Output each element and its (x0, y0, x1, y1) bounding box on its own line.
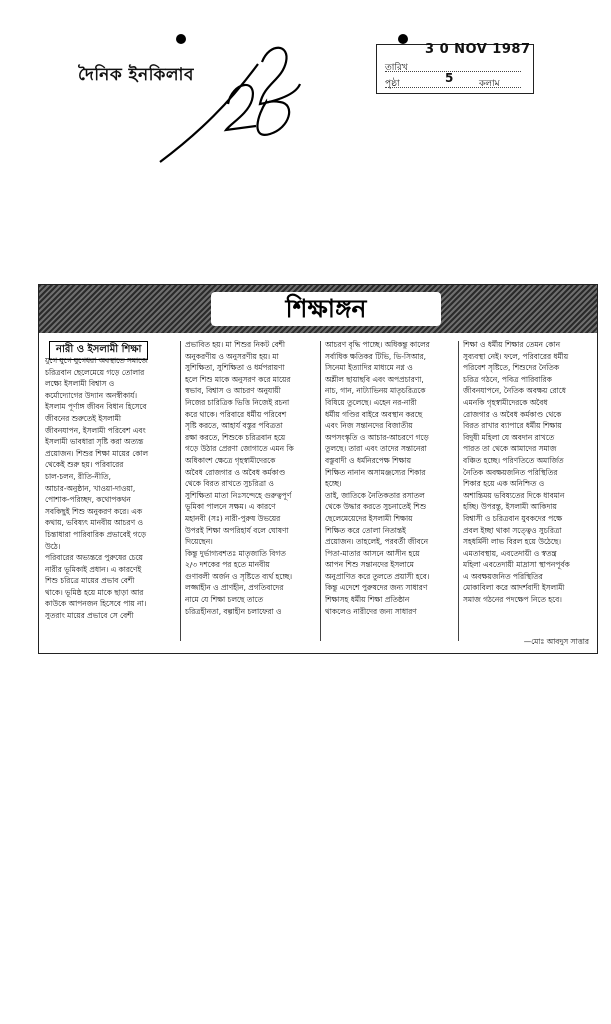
article-line: ২/৩ দশকের পর হতে মানবীয় (185, 560, 270, 570)
article-line: হলে শিশু মাকে অনুসরণ করে মায়ের (185, 374, 291, 384)
article-line: পিতা-মাতার আসনে আসীন হয়ে (325, 548, 420, 558)
article-line: গড়ে উঠার প্রেরণা জোগাতে এমন কি (185, 444, 294, 454)
article-line: দিয়েছেন। (185, 537, 213, 547)
article-line: রোজগার ও অবৈধ কর্মকাণ্ড থেকে (463, 409, 562, 419)
article-line: অনুপ্রাণিত করে তুলতে প্রয়াসী হবে। (325, 571, 430, 581)
article-line: এমতাবস্থায়, এবতেদায়ী ও স্বতন্ত্র (463, 548, 557, 558)
article-line: ভূমিকা পালনে সক্ষম। এ কারণে (185, 502, 276, 512)
article-line: রক্ষা করতে, শিশুকে চরিত্রবান হয়ে (185, 432, 286, 442)
article-line: সিনেমা ইত্যাদির মাধ্যমে নগ্ন ও (325, 363, 413, 373)
article-line: শিক্ষিত নানান অসামঞ্জস্যের শিকার (325, 467, 426, 477)
article-line: এবং নিজ সন্তানদের বিজাতীয় (325, 421, 413, 431)
handwritten-annotation (140, 22, 310, 172)
article-line: নিজের চারিত্রিক ভিত্তি নিজেই রচনা (185, 397, 290, 407)
article-line: চরিত্রবান ছেলেমেয়ে গড়ে তোলার (45, 367, 145, 377)
article-line: বিশ্বাসী ও চরিত্রবান যুবকদের পক্ষে (463, 513, 563, 523)
article-line: শিক্ষাসহ ধর্মীয় শিক্ষা প্রতিষ্ঠান (325, 595, 410, 605)
stamp-page-label: পৃষ্ঠা (385, 79, 400, 89)
article-line: সর্বাধিক ক্ষতিকর টিভি, ভি-সিআর, (325, 351, 426, 361)
article-line: থাকলেও নারীদের জন্য সাধারণ (325, 606, 417, 616)
article-line: অশান্তিময় ভবিষ্যতের দিকে ধাবমান (463, 490, 565, 500)
article-line: শিক্ষিত করে তোলা নিতান্তই (325, 525, 406, 535)
article-line: অশ্লীল ছায়াছবি এবং অপপ্রচারণা, (325, 374, 424, 384)
article-line: থেকেই শুরু হয়। পরিবারের (45, 460, 124, 470)
article-line: চাল-চলন, রীতি-নীতি, (45, 471, 111, 481)
article-line: হচ্ছি। উপরন্তু, ইসলামী আকিদায় (463, 502, 557, 512)
stamp-column-label: কলাম (479, 79, 500, 89)
article-line: জীবনযাপন, ইসলামী পরিবেশ এবং (45, 425, 146, 435)
article-line: সবকিছুই শিশু অনুকরণ করে। এক (45, 506, 143, 516)
article-line: আচার-অনুষ্ঠান, খাওয়া-দাওয়া, (45, 483, 136, 493)
article-line: পারত তা থেকে আমাদের সমাজ (463, 444, 557, 454)
article-line: শিক্ষা ও ধর্মীয় শিক্ষার তেমন কোন (463, 340, 560, 349)
article-line: হচ্ছে। (325, 479, 342, 489)
article-line: অধিকাংশ ক্ষেত্রে গৃহস্বামীদেরকে (185, 455, 276, 465)
article-line: সৃষ্টি করতে, আহার্য বস্তুর পবিত্রতা (185, 421, 283, 431)
article-line: কিন্তু এদেশে পুরুষদের জন্য সাধারণ (325, 583, 428, 593)
article-line: উপরই শিক্ষা অপরিহার্য বলে ঘোষণা (185, 525, 289, 535)
article-line: বস্তুবাদী ও ধর্মনিরপেক্ষ শিক্ষায় (325, 455, 411, 465)
section-title: শিক্ষাঙ্গন (211, 292, 441, 326)
article-line: বঞ্চিত হচ্ছে। পরিণতিতে অমার্জিত (463, 455, 564, 465)
article-line: নারীর ভূমিকাই প্রধান। এ কারণেই (45, 564, 142, 574)
article-line: মহিলা এবতেদায়ী মাদ্রাসা স্থাপনপূর্বক (463, 560, 570, 570)
article-line: পরিবারের অভ্যন্তরে পুরুষের চেয়ে (45, 553, 143, 563)
article-line: প্রবল ইচ্ছা থাকা সত্ত্বেও সুচরিত্রা (463, 525, 562, 535)
article-line: বিদুষী মহিলা যে অবদান রাখতে (463, 432, 555, 442)
date-stamp (376, 44, 534, 94)
article-line: জীবনের শুরুতেই ইসলামী (45, 413, 121, 423)
article-line: নাচ, গান, নাট্যাভিনয় মাতৃচরিত্রকে (325, 386, 426, 396)
punch-hole (398, 34, 408, 44)
article-line: লক্ষ্যে ইসলামী বিশ্বাস ও (45, 379, 115, 389)
article-line: ইসলাম পূর্ণাঙ্গ জীবন বিধান হিসেবে (45, 402, 147, 412)
article-line: মহানবী (সঃ) নারী-পুরুষ উভয়ের (185, 513, 281, 523)
article-line: ছেলেমেয়েদের ইসলামী শিক্ষায় (325, 513, 413, 523)
article-line: প্রয়োজন। শিশুর শিক্ষা মায়ের কোল (45, 448, 149, 458)
article-line: সহধর্মিনী লাভ বিরল হয়ে উঠেছে। (463, 537, 561, 547)
article-line: শিশু চরিত্রে মায়ের প্রভাব বেশী (45, 576, 135, 586)
column-divider (320, 341, 321, 641)
article-line: এ অবক্ষয়জনিত পরিস্থিতির (463, 571, 543, 581)
article-line: কথায়, ভবিষ্যৎ মানবীয় আচরণ ও (45, 518, 143, 528)
article-line: তাই, জাতিকে নৈতিকতার রসাতল (325, 490, 425, 500)
stamp-date-label: তারিখ (385, 63, 408, 73)
article-line: চিন্তাধারা পারিবারিক প্রভাবেই গড়ে (45, 529, 147, 539)
article-line: কর্মোদ্যোগের উদ্যান অনস্বীকার্য। (45, 390, 138, 400)
punch-hole (176, 34, 186, 44)
article-column-1 (45, 355, 177, 647)
article-line: চরিত্র গঠনে, পবিত্র পারিবারিক (463, 374, 552, 384)
article-line: ধর্মীয় গণ্ডির বাইরে অবস্থান করছে (325, 409, 423, 419)
article-line: অনুকরণীয় ও অনুসরণীয় হয়। মা (185, 351, 279, 361)
article-line: নৈতিক অবক্ষয়জনিত পরিস্থিতির (463, 467, 558, 477)
article-line: সুশিক্ষিতা, সুশিক্ষিতা ও ধর্মপরায়ণা (185, 363, 285, 373)
article-line: সুতরাং মায়ের প্রভাবে সে বেশী (45, 611, 134, 621)
section-banner (39, 285, 597, 333)
article-line: থেকে বিরত রাখতে সুচরিত্রা ও (185, 479, 274, 489)
article-line: লজ্জাহীন ও প্রাণহীন, প্রগতিবাদের (185, 583, 284, 593)
article-line: উঠে। (45, 541, 61, 551)
article-line: বিরত রাখার ব্যাপারে ধর্মীয় শিক্ষায় (463, 421, 562, 431)
article-line: আপন শিশু সন্তানদের ইসলামে (325, 560, 414, 570)
newspaper-name: দৈনিক ইনকিলাব (78, 65, 194, 85)
article-column-3 (325, 339, 455, 647)
article-line: পরিবেশ সৃষ্টিতে, শিশুদের নৈতিক (463, 363, 559, 373)
article-column-4 (463, 339, 591, 647)
article-line: ইসলামী ভাবধারা সৃষ্টি করা অত্যন্ত (45, 437, 144, 447)
article-line: স্বভাব, বিশ্বাস ও আচরণ অনুযায়ী (185, 386, 281, 396)
article-line: তুলছে। তারা এবং তাদের সন্তানেরা (325, 444, 427, 454)
article-line: জীবনযাপনে, নৈতিক অবক্ষয় রোধে (463, 386, 566, 396)
article-line: চরিত্রহীনতা, বল্গাহীন চলাফেরা ও (185, 606, 282, 616)
stamp-date: 3 0 NOV 1987 (425, 42, 531, 57)
article-line: মোকাবিলা করে আদর্শবাদী ইসলামী (463, 583, 565, 593)
stamp-page-row (385, 71, 521, 89)
stamp-page-value: 5 (445, 71, 454, 85)
article-line: থেকে উদ্ধার করতে সুচনাতেই শিশু (325, 502, 427, 512)
article-column-2 (185, 339, 317, 647)
article-headline: নারী ও ইসলামী শিক্ষা (49, 341, 148, 360)
article-line: আচরণ বৃদ্ধি পাচ্ছে। অধিকন্তু কালের (325, 340, 430, 349)
article-line: কিন্তু দুর্ভাগ্যবশতঃ মাতৃজাতি বিগত (185, 548, 286, 558)
article-line: সুশিক্ষিতা মাতা নিঃসন্দেহে গুরুত্বপূর্ণ (185, 490, 292, 500)
article-byline: —মোঃ আবদুস সাত্তার (523, 637, 589, 646)
article-line: যুগে যুগে যুগেধরা অবস্থাতে সমাজে (45, 356, 148, 365)
article-line: সমাজ গঠনের পদক্ষেপ নিতে হবে। (463, 595, 562, 605)
article-line: করে থাকে। পরিবারে ধর্মীয় পরিবেশ (185, 409, 287, 419)
article-line: পোশাক-পরিচ্ছদ, কথোপকথন (45, 495, 131, 505)
article-line: অবৈধ রোজগার ও অবৈধ কর্মকাণ্ড (185, 467, 286, 477)
article-line: এমনকি গৃহস্বামীদেরকে অবৈধ (463, 397, 548, 407)
column-divider (180, 341, 181, 641)
article-line: থাকে। ভূমিষ্ঠ হয়ে মাকে ছাড়া আর (45, 587, 144, 597)
article-line: বিষিয়ে তুলেছে। এহেন নর-নারী (325, 397, 417, 407)
article-line: শিকার হয়ে এক অনিশ্চিত ও (463, 479, 545, 489)
article-line: গুণাবলী অর্জন ও সৃষ্টিতে ব্যর্থ হচ্ছে। (185, 571, 292, 581)
article-line: প্রভাবিত হয়। মা শিশুর নিকট বেশী (185, 340, 286, 349)
article-line: অপসংস্কৃতি ও আচার-আচরণে গড়ে (325, 432, 429, 442)
article-line: প্রয়োজন। তাহলেই, পরবর্তী জীবনে (325, 537, 429, 547)
newspaper-clipping (38, 284, 598, 654)
article-line: নামে যে শিক্ষা চলছে তাতে (185, 595, 264, 605)
column-divider (458, 341, 459, 641)
article-line: সুব্যবস্থা নেই। ফলে, পরিবারের ধর্মীয় (463, 351, 569, 361)
article-line: কাউকে আপনজন হিসেবে পায় না। (45, 599, 147, 609)
